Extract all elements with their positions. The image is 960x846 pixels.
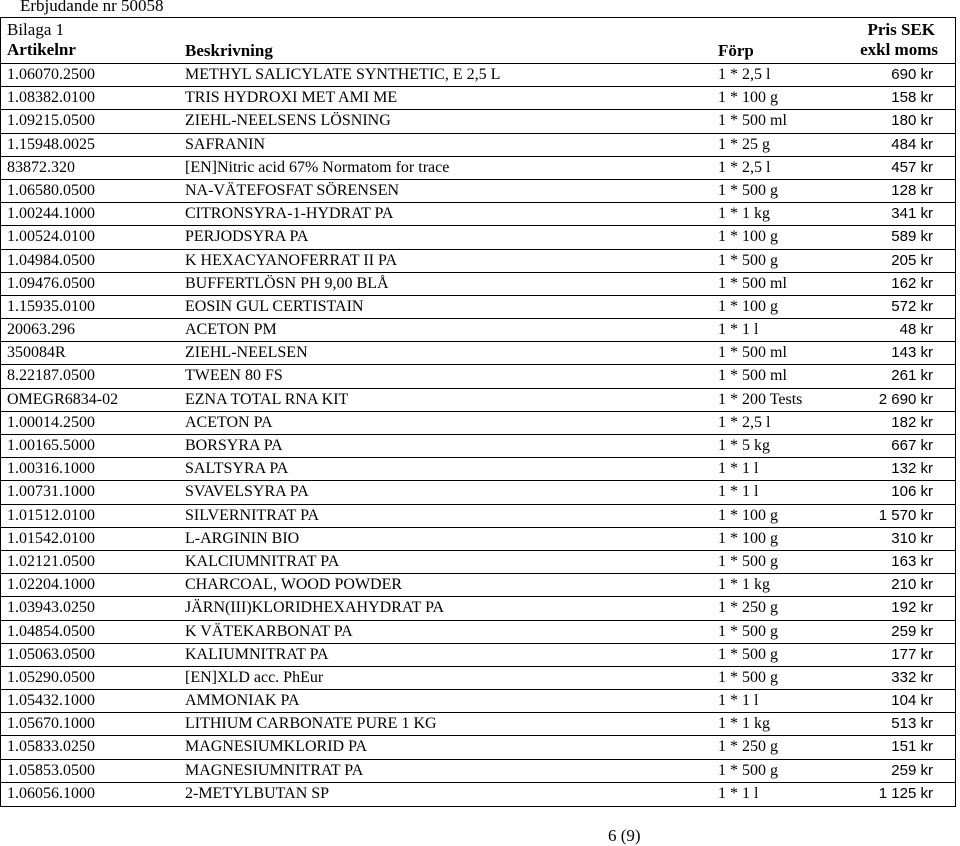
- package-cell: 1 * 1 l: [718, 460, 759, 478]
- artikelnr-cell: 1.06580.0500: [7, 181, 95, 199]
- description-cell: SVAVELSYRA PA: [185, 483, 309, 501]
- artikelnr-cell: 1.09476.0500: [7, 274, 95, 292]
- table-row: [1, 365, 955, 388]
- table-row: [1, 389, 955, 412]
- package-cell: 1 * 250 g: [718, 599, 778, 617]
- table-row: [1, 644, 955, 667]
- package-cell: 1 * 2,5 l: [718, 66, 771, 83]
- package-cell: 1 * 1 kg: [718, 576, 770, 594]
- package-cell: 1 * 200 Tests: [718, 390, 803, 408]
- artikelnr-cell: 83872.320: [7, 158, 75, 176]
- package-cell: 1 * 500 ml: [718, 367, 787, 385]
- table-row: [1, 203, 955, 226]
- artikelnr-cell: 1.08382.0100: [7, 89, 95, 107]
- price-cell: 106 kr: [891, 483, 933, 501]
- package-cell: 1 * 25 g: [718, 135, 770, 153]
- artikelnr-cell: 8.22187.0500: [7, 367, 95, 385]
- table-row: [1, 87, 955, 110]
- artikelnr-cell: 1.04854.0500: [7, 622, 95, 640]
- package-cell: 1 * 100 g: [718, 89, 778, 107]
- artikelnr-cell: 1.04984.0500: [7, 251, 95, 269]
- description-cell: KALIUMNITRAT PA: [185, 645, 329, 663]
- price-cell: 261 kr: [891, 367, 933, 385]
- description-cell: L-ARGININ BIO: [185, 529, 300, 547]
- description-cell: TRIS HYDROXI MET AMI ME: [185, 89, 398, 107]
- artikelnr-cell: 1.02204.1000: [7, 576, 95, 594]
- artikelnr-cell: 1.05432.1000: [7, 692, 95, 710]
- package-cell: 1 * 5 kg: [718, 437, 770, 454]
- price-cell: 310 kr: [891, 529, 933, 547]
- price-cell: 128 kr: [891, 181, 933, 199]
- description-cell: KALCIUMNITRAT PA: [185, 552, 340, 570]
- price-cell: 1 570 kr: [878, 506, 933, 524]
- price-cell: 341 kr: [891, 205, 933, 223]
- package-cell: 1 * 1 l: [718, 483, 759, 501]
- price-cell: 177 kr: [891, 645, 933, 663]
- package-cell: 1 * 1 l: [718, 321, 759, 339]
- table-row: [1, 250, 955, 273]
- description-cell: ZIEHL-NEELSEN: [185, 344, 308, 362]
- description-cell: BUFFERTLÖSN PH 9,00 BLÅ: [185, 274, 389, 292]
- artikelnr-cell: 1.02121.0500: [7, 552, 95, 570]
- description-cell: TWEEN 80 FS: [185, 367, 283, 385]
- description-cell: METHYL SALICYLATE SYNTHETIC, E 2,5 L: [185, 66, 501, 83]
- artikelnr-cell: 1.05290.0500: [7, 668, 95, 686]
- artikelnr-cell: 20063.296: [7, 321, 75, 339]
- table-row: [1, 64, 955, 87]
- price-cell: 151 kr: [891, 738, 933, 756]
- artikelnr-cell: 1.06056.1000: [7, 784, 95, 802]
- package-cell: 1 * 500 g: [718, 645, 778, 663]
- artikelnr-cell: 1.00014.2500: [7, 413, 95, 431]
- table-row: [1, 412, 955, 435]
- table-row: [1, 134, 955, 157]
- table-row: [1, 736, 955, 759]
- artikelnr-cell: 1.15935.0100: [7, 297, 95, 315]
- document-title: Erbjudande nr 50058: [20, 0, 164, 15]
- package-cell: 1 * 2,5 l: [718, 413, 771, 431]
- package-cell: 1 * 100 g: [718, 506, 778, 524]
- description-cell: 2-METYLBUTAN SP: [185, 784, 330, 802]
- description-cell: NA-VÄTEFOSFAT SÖRENSEN: [185, 181, 400, 199]
- artikelnr-cell: 1.05063.0500: [7, 645, 95, 663]
- artikelnr-cell: 1.01512.0100: [7, 506, 95, 524]
- price-cell: 1 125 kr: [878, 784, 933, 802]
- package-cell: 1 * 1 kg: [718, 715, 770, 733]
- price-cell: 667 kr: [891, 437, 933, 454]
- price-cell: 589 kr: [891, 228, 933, 246]
- description-cell: CHARCOAL, WOOD POWDER: [185, 576, 403, 594]
- price-cell: 180 kr: [891, 112, 933, 130]
- artikelnr-cell: 1.01542.0100: [7, 529, 95, 547]
- description-cell: JÄRN(III)KLORIDHEXAHYDRAT PA: [185, 599, 445, 617]
- price-cell: 163 kr: [891, 552, 933, 570]
- table-row: [1, 713, 955, 736]
- description-cell: [EN]XLD acc. PhEur: [185, 668, 324, 686]
- description-cell: K HEXACYANOFERRAT II PA: [185, 251, 398, 269]
- artikelnr-cell: 1.03943.0250: [7, 599, 95, 617]
- description-cell: MAGNESIUMNITRAT PA: [185, 761, 364, 779]
- page-number: 6 (9): [608, 826, 641, 845]
- price-cell: 484 kr: [891, 135, 933, 153]
- artikelnr-cell: 1.09215.0500: [7, 112, 95, 130]
- package-cell: 1 * 500 g: [718, 622, 778, 640]
- artikelnr-cell: 350084R: [7, 344, 66, 362]
- table-row: [1, 621, 955, 644]
- description-cell: K VÄTEKARBONAT PA: [185, 622, 353, 640]
- price-cell: 210 kr: [891, 576, 933, 594]
- artikelnr-cell: 1.00244.1000: [7, 205, 95, 223]
- price-cell: 162 kr: [891, 274, 933, 292]
- package-cell: 1 * 500 g: [718, 761, 778, 779]
- description-cell: ACETON PM: [185, 321, 277, 339]
- appendix-label: Bilaga 1: [7, 20, 65, 39]
- description-cell: ACETON PA: [185, 413, 273, 431]
- description-cell: EZNA TOTAL RNA KIT: [185, 390, 349, 408]
- table-row: [1, 110, 955, 133]
- description-cell: LITHIUM CARBONATE PURE 1 KG: [185, 715, 437, 733]
- table-row: [1, 505, 955, 528]
- table-row: [1, 597, 955, 620]
- table-row: [1, 528, 955, 551]
- package-cell: 1 * 500 ml: [718, 274, 787, 292]
- description-cell: CITRONSYRA-1-HYDRAT PA: [185, 205, 394, 223]
- header-exkl-moms: exkl moms: [860, 40, 938, 59]
- artikelnr-cell: 1.15948.0025: [7, 135, 95, 153]
- description-cell: [EN]Nitric acid 67% Normatom for trace: [185, 158, 450, 176]
- package-cell: 1 * 500 ml: [718, 112, 787, 130]
- price-cell: 259 kr: [891, 761, 933, 779]
- description-cell: SALTSYRA PA: [185, 460, 289, 478]
- table-row: [1, 342, 955, 365]
- artikelnr-cell: 1.00316.1000: [7, 460, 95, 478]
- price-cell: 690 kr: [891, 66, 933, 83]
- price-cell: 457 kr: [891, 158, 933, 176]
- table-row: [1, 690, 955, 713]
- package-cell: 1 * 500 ml: [718, 344, 787, 362]
- price-cell: 259 kr: [891, 622, 933, 640]
- table-body: [1, 64, 955, 806]
- package-cell: 1 * 100 g: [718, 529, 778, 547]
- table-row: [1, 157, 955, 180]
- table-row: [1, 319, 955, 342]
- artikelnr-cell: 1.05833.0250: [7, 738, 95, 756]
- table-row: [1, 667, 955, 690]
- package-cell: 1 * 1 kg: [718, 205, 770, 223]
- description-cell: SILVERNITRAT PA: [185, 506, 320, 524]
- price-cell: 158 kr: [891, 89, 933, 107]
- table-row: [1, 574, 955, 597]
- description-cell: MAGNESIUMKLORID PA: [185, 738, 368, 756]
- artikelnr-cell: 1.00524.0100: [7, 228, 95, 246]
- package-cell: 1 * 2,5 l: [718, 158, 771, 176]
- table-header: [1, 18, 955, 64]
- price-cell: 104 kr: [891, 692, 933, 710]
- table-row: [1, 435, 955, 458]
- header-forp: Förp: [718, 41, 754, 60]
- price-cell: 143 kr: [891, 344, 933, 362]
- description-cell: AMMONIAK PA: [185, 692, 300, 710]
- header-pris-sek: Pris SEK: [867, 20, 935, 39]
- table-row: [1, 760, 955, 783]
- package-cell: 1 * 250 g: [718, 738, 778, 756]
- package-cell: 1 * 500 g: [718, 181, 778, 199]
- artikelnr-cell: 1.00731.1000: [7, 483, 95, 501]
- package-cell: 1 * 500 g: [718, 251, 778, 269]
- artikelnr-cell: OMEGR6834-02: [7, 390, 119, 408]
- artikelnr-cell: 1.00165.5000: [7, 437, 95, 454]
- table-row: [1, 551, 955, 574]
- price-cell: 192 kr: [891, 599, 933, 617]
- price-table: [0, 17, 956, 807]
- description-cell: SAFRANIN: [185, 135, 266, 153]
- package-cell: 1 * 500 g: [718, 552, 778, 570]
- price-cell: 205 kr: [891, 251, 933, 269]
- package-cell: 1 * 1 l: [718, 692, 759, 710]
- price-cell: 182 kr: [891, 413, 933, 431]
- table-row: [1, 783, 955, 806]
- price-cell: 332 kr: [891, 668, 933, 686]
- description-cell: PERJODSYRA PA: [185, 228, 309, 246]
- header-artikelnr: Artikelnr: [7, 40, 76, 59]
- description-cell: EOSIN GUL CERTISTAIN: [185, 297, 364, 315]
- price-cell: 48 kr: [899, 321, 933, 339]
- description-cell: ZIEHL-NEELSENS LÖSNING: [185, 112, 391, 130]
- price-cell: 572 kr: [891, 297, 933, 315]
- artikelnr-cell: 1.06070.2500: [7, 66, 95, 83]
- table-row: [1, 296, 955, 319]
- artikelnr-cell: 1.05853.0500: [7, 761, 95, 779]
- table-row: [1, 458, 955, 481]
- table-row: [1, 273, 955, 296]
- table-row: [1, 180, 955, 203]
- price-cell: 2 690 kr: [878, 390, 933, 408]
- table-row: [1, 226, 955, 249]
- header-beskrivning: Beskrivning: [185, 41, 273, 60]
- price-cell: 132 kr: [891, 460, 933, 478]
- package-cell: 1 * 100 g: [718, 297, 778, 315]
- description-cell: BORSYRA PA: [185, 437, 283, 454]
- package-cell: 1 * 500 g: [718, 668, 778, 686]
- artikelnr-cell: 1.05670.1000: [7, 715, 95, 733]
- package-cell: 1 * 100 g: [718, 228, 778, 246]
- package-cell: 1 * 1 l: [718, 784, 759, 802]
- price-cell: 513 kr: [891, 715, 933, 733]
- table-row: [1, 481, 955, 504]
